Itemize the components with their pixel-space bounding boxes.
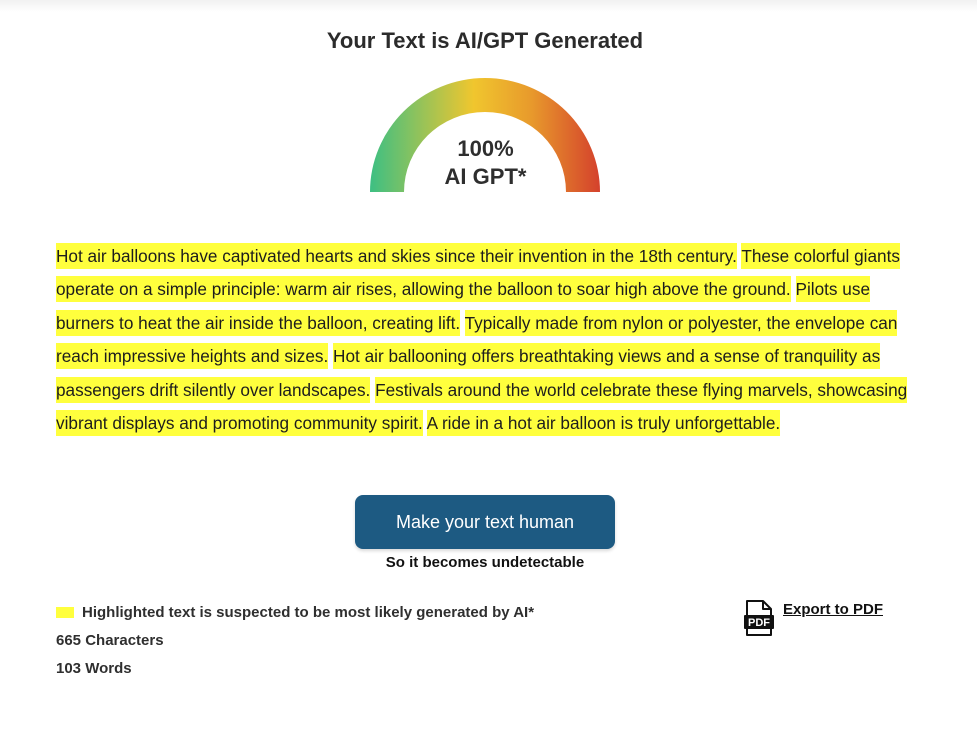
humanize-subtitle: So it becomes undetectable: [385, 554, 585, 571]
highlighted-sentence: Festivals around the world celebrate these flying marvels, showcasing vibrant displays and promoting community spirit.: [56, 377, 907, 436]
highlighted-sentence: Typically made from nylon or polyester, the envelope can reach impressive heights and sizes.: [56, 310, 897, 369]
gauge-readout: [370, 135, 601, 191]
export-label[interactable]: Export to PDF: [783, 601, 883, 618]
character-count: 665 Characters: [56, 632, 164, 649]
highlighted-sentence: A ride in a hot air balloon is truly unforgettable.: [427, 410, 781, 436]
pdf-file-icon: [743, 600, 775, 636]
export-to-pdf-link[interactable]: [743, 600, 883, 636]
ai-gauge: [370, 78, 601, 194]
highlighted-sentence: These colorful giants operate on a simple principle: warm air rises, allowing the balloon to soar high above the ground.: [56, 243, 900, 302]
page-title: Your Text is AI/GPT Generated: [326, 28, 644, 53]
highlight-swatch: [56, 607, 74, 618]
word-count: 103 Words: [56, 660, 132, 677]
gauge-percent: 100%: [457, 136, 514, 161]
make-text-human-button[interactable]: Make your text human: [355, 495, 615, 549]
legend-text: Highlighted text is suspected to be most likely generated by AI*: [82, 604, 535, 621]
highlighted-sentence: Hot air balloons have captivated hearts and skies since their invention in the 18th century.: [56, 243, 737, 269]
gauge-type: AI GPT*: [444, 164, 527, 189]
highlight-legend: [56, 604, 534, 621]
highlighted-sentence: Pilots use burners to heat the air inside the balloon, creating lift.: [56, 276, 870, 335]
svg-text:PDF: PDF: [748, 617, 770, 629]
analyzed-text: [56, 240, 922, 440]
highlighted-sentence: Hot air ballooning offers breathtaking views and a sense of tranquility as passengers drift silently over landscapes.: [56, 343, 880, 402]
top-shade: [0, 0, 977, 12]
